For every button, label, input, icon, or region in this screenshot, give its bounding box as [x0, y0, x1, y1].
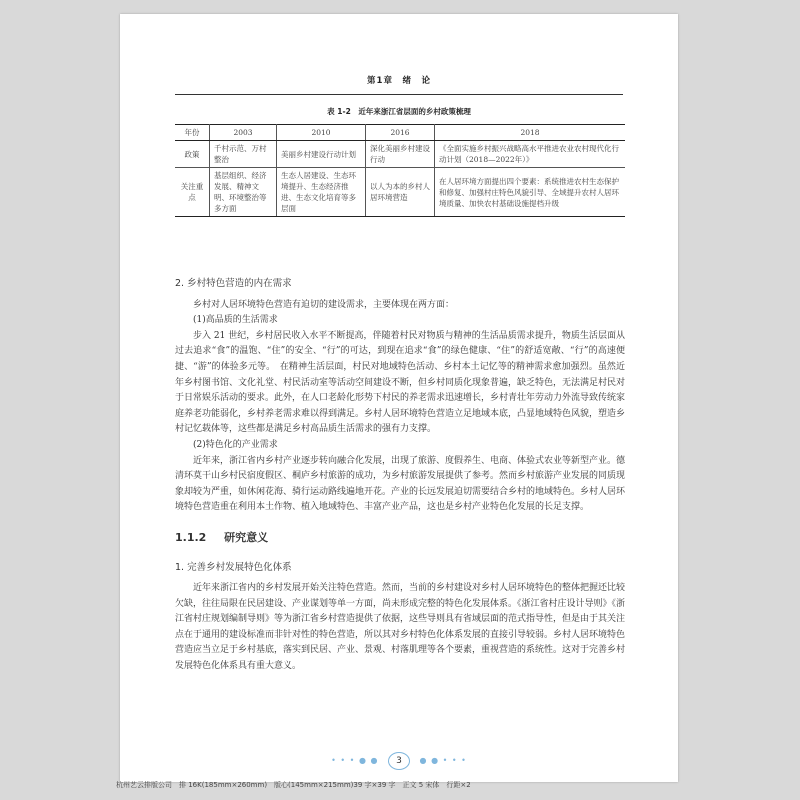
table-cell: 生态人居建设、生态环境提升、生态经济推进、生态文化培育等多层面: [277, 168, 366, 217]
table-header-2010: 2010: [277, 125, 366, 141]
footer-dots-left: • • • ● ●: [331, 756, 379, 765]
table-header-year: 年份: [175, 125, 210, 141]
table-header-2016: 2016: [366, 125, 435, 141]
paragraph-intro: 乡村对人居环境特色营造有迫切的建设需求，主要体现在两方面：: [193, 299, 455, 310]
policy-table: [175, 124, 625, 217]
table-row: [175, 168, 625, 217]
section-number: 1.1.2: [175, 530, 207, 544]
table-cell: 在人居环境方面提出四个要素：系统推进农村生态保护和修复、加强村庄特色风貌引导、全域提升农村人居环境质量、加快农村基础设施提档升级: [435, 168, 626, 217]
book-page: [120, 14, 678, 782]
table-header-2018: 2018: [435, 125, 626, 141]
table-cell: 《全面实施乡村振兴战略高水平推进农业农村现代化行动计划（2018—2022年）》: [435, 141, 626, 168]
body-text: [175, 276, 625, 675]
table-cell: 深化美丽乡村建设行动: [366, 141, 435, 168]
paragraph-industry: 近年来，浙江省内乡村产业逐步转向融合化发展，出现了旅游、度假养生、电商、体验式农业等新型产业。德清环莫干山乡村民宿度假区、桐庐乡村旅游的成功，为乡村旅游发展提供了参考。然而乡村旅游产业发展的同质现象却较为严重，如休闲花海、骑行运动路线遍地开花。产业的长远发展迫切需要结合乡村的地域特色。乡村人居环境特色营造重在利用本土作物、植入地域特色、丰富产业产品，这也是乡村产业特色化发展的长足支撑。: [175, 455, 626, 513]
header-rule: [175, 94, 623, 95]
paragraph-quality-life: 步入 21 世纪，乡村居民收入水平不断提高，伴随着村民对物质与精神的生活品质需求提升，物质生活层面从过去追求“食”的温饱、“住”的安全、“行”的可达，到现在追求“食”的绿色健康、“住”的舒适宽敞、“行”的高速便捷、“游”的体验多元等。 在精神生活层面，村民对地域特色活动、乡村本土记忆等的精神需求愈加强烈。虽然近年乡村图书馆、文化礼堂、村民活动室等活动空间建设不断，但乡村同质化现象普遍，缺乏特色，无法满足村民对于日常娱乐活动的要求。此外，在人口老龄化形势下村民的养老需求迅速增长，乡村青壮年劳动力外流导致传统家庭养老功能弱化，乡村养老需求难以得到满足。乡村人居环境特色营造立足地域本底，凸显地域特色风貌，塑造乡村记忆载体等，这些都是满足乡村高品质生活需求的强有力支撑。: [175, 330, 626, 435]
table-header-2003: 2003: [210, 125, 277, 141]
table-cell: 基层组织、经济发展、精神文明、环境整治等多方面: [210, 168, 277, 217]
paragraph-system: 近年来浙江省内的乡村发展开始关注特色营造。然而，当前的乡村建设对乡村人居环境特色的整体把握还比较欠缺，往往局限在民居建设、产业谋划等单一方面，尚未形成完整的特色化发展体系。《浙江省村庄设计导则》《浙江省村庄规划编制导则》等为浙江省乡村营造提供了依据，这些导则具有省域层面的范式指导性，但是由于其关注点在于通用的建设标准而非针对性的特色营造，所以其对乡村特色化体系发展的直接引导较弱。乡村人居环境特色营造应当立足于乡村基底，落实到民居、产业、景观、村落肌理等各个要素，重视营造的系统性。这对于完善乡村发展特色化体系具有重大意义。: [175, 583, 626, 672]
table-row: [175, 141, 625, 168]
table-row-label: 关注重点: [175, 168, 210, 217]
page-number: 3: [388, 752, 410, 770]
subheading-system: 1. 完善乡村发展特色化体系: [175, 561, 292, 573]
printer-info: 杭州艺云排版公司 排 16K(185mm×260mm) 版心(145mm×215mm)39 字×39 字 正文 5 宋体 行距×2: [116, 781, 471, 789]
table-title: 表 1-2 近年来浙江省层面的乡村政策梳理: [327, 107, 471, 116]
page-footer: [120, 752, 678, 770]
section-title: 研究意义: [224, 530, 269, 544]
table-row-label: 政策: [175, 141, 210, 168]
table-cell: 千村示范、万村整治: [210, 141, 277, 168]
table-cell: 以人为本的乡村人居环境营造: [366, 168, 435, 217]
table-cell: 美丽乡村建设行动计划: [277, 141, 366, 168]
section-heading: [175, 530, 625, 546]
chapter-header: 第1章 绪 论: [367, 76, 431, 86]
subheading-quality-life: (1)高品质的生活需求: [193, 315, 278, 326]
footer-dots-right: ● ● • • •: [419, 756, 467, 765]
subheading-inner-demand: 2. 乡村特色营造的内在需求: [175, 278, 292, 289]
subheading-industry: (2)特色化的产业需求: [193, 439, 278, 450]
